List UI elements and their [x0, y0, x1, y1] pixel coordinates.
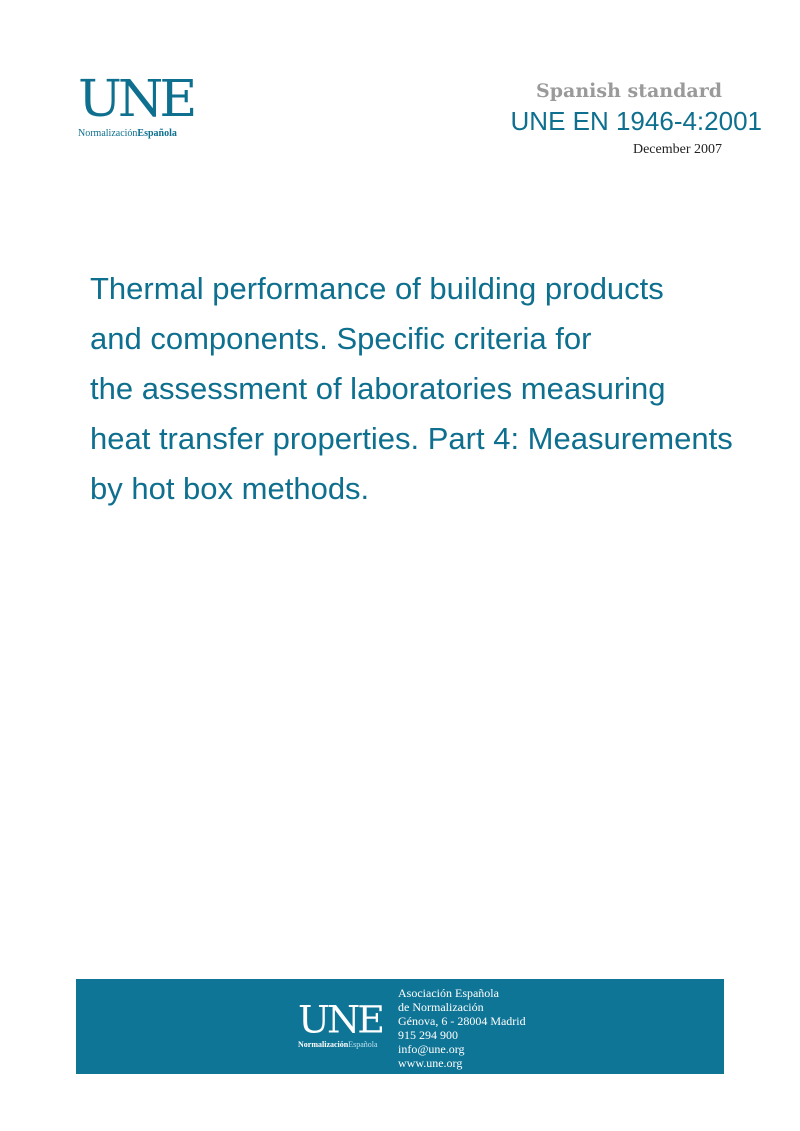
address-email-link[interactable]: info@une.org	[398, 1042, 465, 1056]
footer-une-logo	[298, 998, 383, 1049]
footer-band	[76, 979, 724, 1074]
une-logo	[78, 70, 208, 139]
standard-kind: Spanish standard	[536, 80, 722, 102]
title-line: Thermal performance of building products	[90, 271, 664, 306]
address-phone: 915 294 900	[398, 1028, 458, 1042]
standard-code: UNE EN 1946-4:2001	[510, 106, 762, 136]
address-org-line1: Asociación Española	[398, 986, 499, 1000]
footer-address	[398, 986, 526, 1070]
logo-wordmark: UNE	[78, 70, 194, 129]
address-street: Génova, 6 - 28004 Madrid	[398, 1014, 526, 1028]
title-line: by hot box methods.	[90, 471, 370, 506]
document-title	[90, 264, 770, 514]
title-line: heat transfer properties. Part 4: Measurements	[90, 421, 733, 456]
logo-tagline	[78, 128, 208, 139]
footer-logo-tagline	[298, 1040, 382, 1049]
standard-date: December 2007	[632, 142, 722, 157]
standard-header	[510, 78, 762, 160]
logo-tagline-part2: Española	[137, 128, 177, 139]
title-line: the assessment of laboratories measuring	[90, 371, 666, 406]
title-line: and components. Specific criteria for	[90, 321, 592, 356]
footer-logo-wordmark: UNE	[298, 998, 383, 1042]
address-website-link[interactable]: www.une.org	[398, 1056, 463, 1070]
logo-tagline-part1: Normalización	[78, 128, 138, 139]
footer-logo-tagline-part1: Normalización	[298, 1040, 349, 1049]
address-org-line2: de Normalización	[398, 1000, 484, 1014]
footer-logo-tagline-part2: Española	[348, 1040, 378, 1049]
